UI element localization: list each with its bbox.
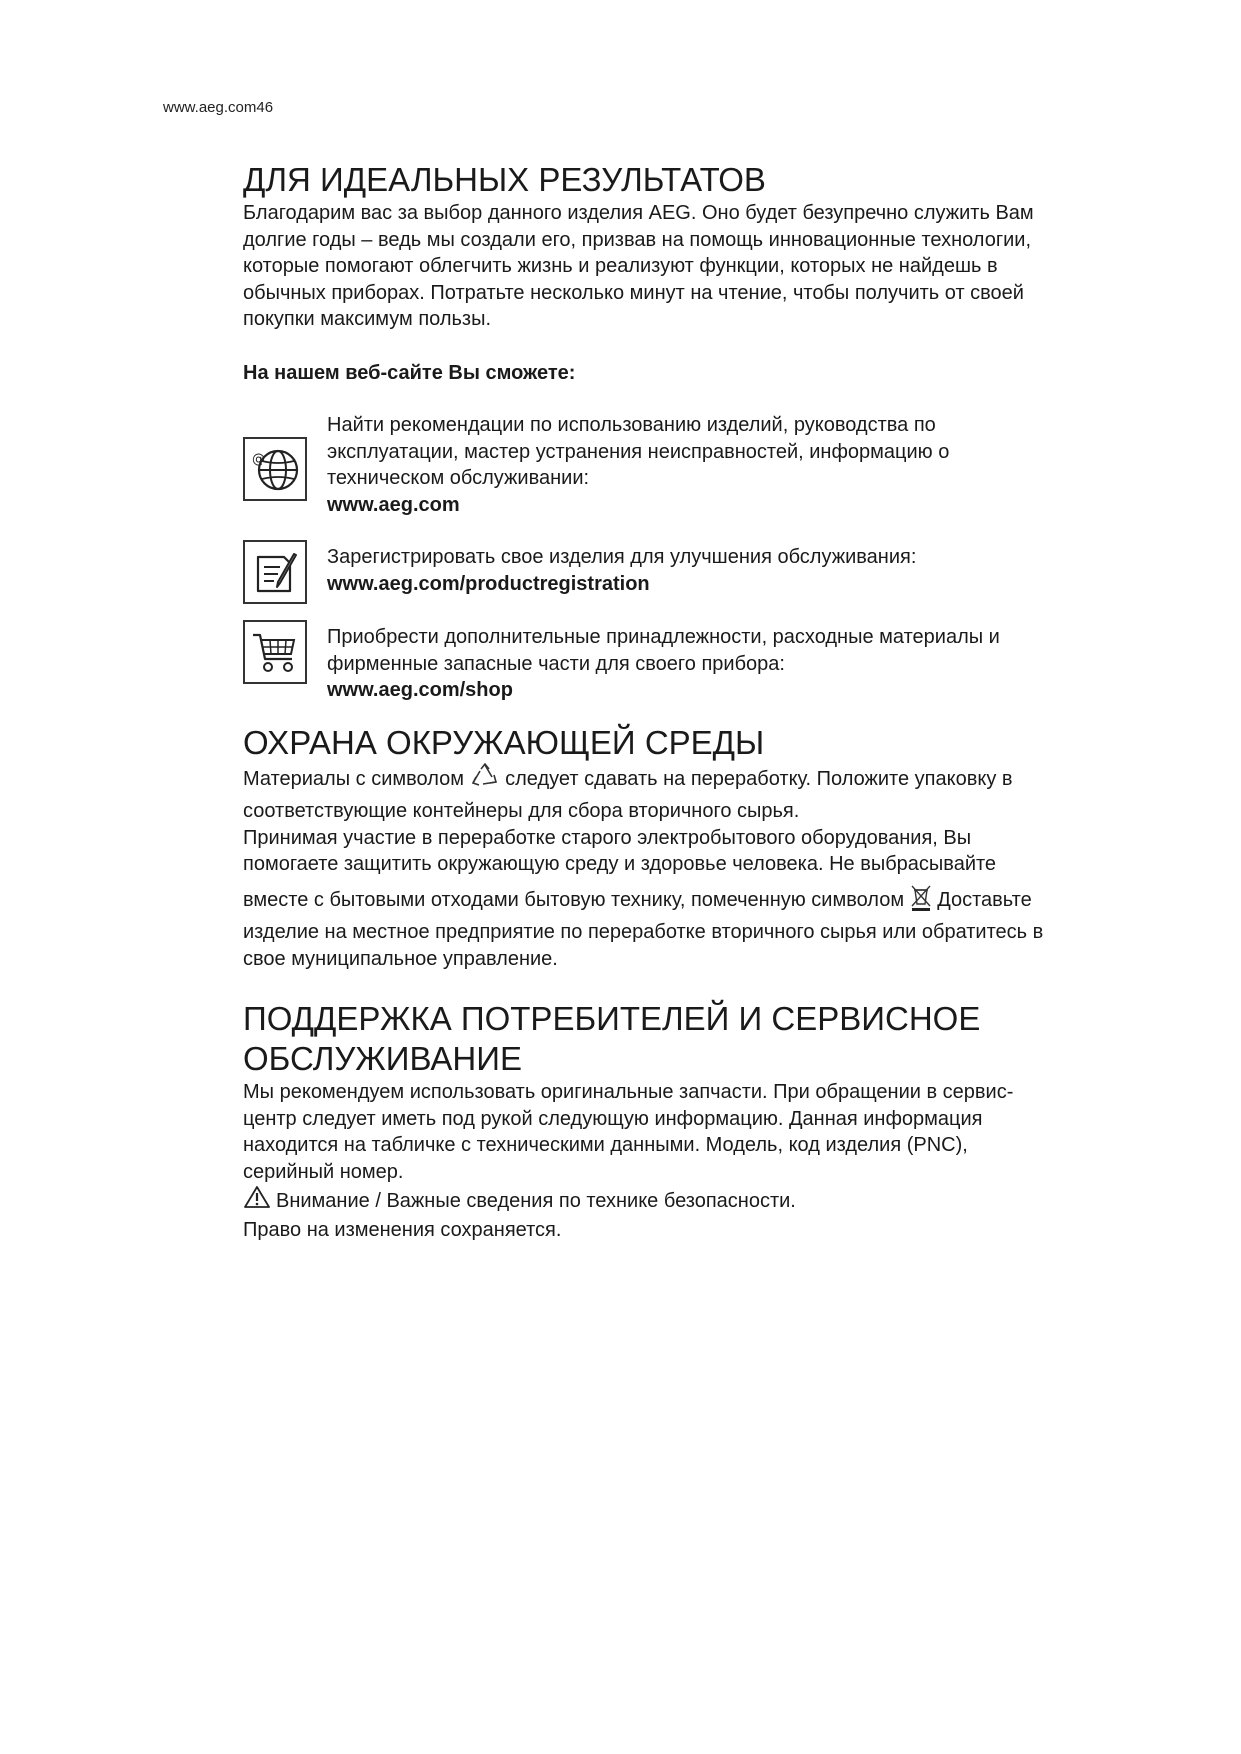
support-line: Мы рекомендуем использовать оригинальные запчасти. При обращении в сервис- (243, 1081, 1014, 1103)
feature-text-line: Приобрести дополнительные принадлежности, расходные материалы и (327, 626, 1000, 648)
rights-line: Право на изменения сохраняется. (243, 1218, 562, 1241)
feature-shop (243, 624, 1163, 704)
environment-line: Принимая участие в переработке старого электробытового оборудования, Вы (243, 826, 972, 849)
environment-line: свое муниципальное управление. (243, 947, 558, 970)
support-paragraph (243, 1079, 1163, 1243)
registration-icon (243, 540, 307, 604)
svg-text:@: @ (252, 452, 265, 467)
environment-text: Материалы с символом (243, 767, 464, 790)
support-line: находится на табличке с техническими данными. Модель, код изделия (PNC), (243, 1134, 968, 1156)
environment-paragraph (243, 763, 1163, 973)
intro-line: Благодарим вас за выбор данного изделия AEG. Оно будет безупречно служить Вам (243, 202, 1034, 224)
feature-text-line: Найти рекомендации по использованию изделий, руководства по (327, 414, 936, 436)
environment-text: следует сдавать на переработку. Положите упаковку в (505, 767, 1013, 790)
section-title-support: ПОДДЕРЖКА ПОТРЕБИТЕЛЕЙ И СЕРВИСНОЕ (243, 1000, 981, 1037)
weee-bin-icon (910, 884, 932, 920)
environment-line: соответствующие контейнеры для сбора вторичного сырья. (243, 800, 800, 822)
feature-support (243, 412, 1163, 518)
environment-line: изделие на местное предприятие по переработке вторичного сырья или обратитесь в (243, 921, 1044, 943)
shop-link[interactable]: www.aeg.com/shop (327, 679, 513, 701)
feature-text-line: техническом обслуживании: (327, 467, 590, 489)
intro-line: обычных приборах. Потратьте несколько минут на чтение, чтобы получить от своей (243, 281, 1024, 304)
globe-icon (243, 437, 307, 501)
environment-line: помогаете защитить окружающую среду и здоровье человека. Не выбрасывайте (243, 853, 997, 875)
environment-text: Доставьте (937, 888, 1032, 911)
feature-registration (243, 544, 1163, 604)
environment-line (243, 884, 1163, 920)
page-content (243, 160, 1163, 1243)
warning-icon (243, 1185, 271, 1217)
support-line: центр следует иметь под рукой следующую информацию. Данная информация (243, 1107, 983, 1130)
recycle-icon (470, 763, 500, 799)
environment-line (243, 763, 1163, 799)
support-line: серийный номер. (243, 1160, 404, 1183)
warning-line (243, 1185, 1163, 1217)
registration-link[interactable]: www.aeg.com/productregistration (327, 572, 650, 595)
section-title-results: ДЛЯ ИДЕАЛЬНЫХ РЕЗУЛЬТАТОВ (243, 161, 766, 198)
feature-text-line: эксплуатации, мастер устранения неисправностей, информацию о (327, 440, 950, 463)
intro-line: покупки максимум пользы. (243, 308, 492, 330)
environment-text: вместе с бытовыми отходами бытовую технику, помеченную символом (243, 888, 905, 911)
section-title-environment: ОХРАНА ОКРУЖАЮЩЕЙ СРЕДЫ (243, 723, 765, 761)
section-title-support-line2: ОБСЛУЖИВАНИЕ (243, 1040, 522, 1077)
intro-line: которые помогают облегчить жизнь и реализуют функции, которых не найдешь в (243, 255, 998, 277)
page-header: www.aeg.com46 (163, 99, 274, 116)
intro-line: долгие годы – ведь мы создали его, призвав на помощь инновационные технологии, (243, 228, 1032, 251)
feature-text-line: фирменные запасные части для своего прибора: (327, 652, 785, 675)
website-lead: На нашем веб-сайте Вы сможете: (243, 361, 576, 384)
website-link[interactable]: www.aeg.com (327, 493, 460, 516)
warning-text: Внимание / Важные сведения по технике безопасности. (276, 1189, 796, 1212)
feature-text-line: Зарегистрировать свое изделия для улучшения обслуживания: (327, 546, 917, 568)
shopping-cart-icon (243, 620, 307, 684)
intro-paragraph (243, 200, 1163, 333)
